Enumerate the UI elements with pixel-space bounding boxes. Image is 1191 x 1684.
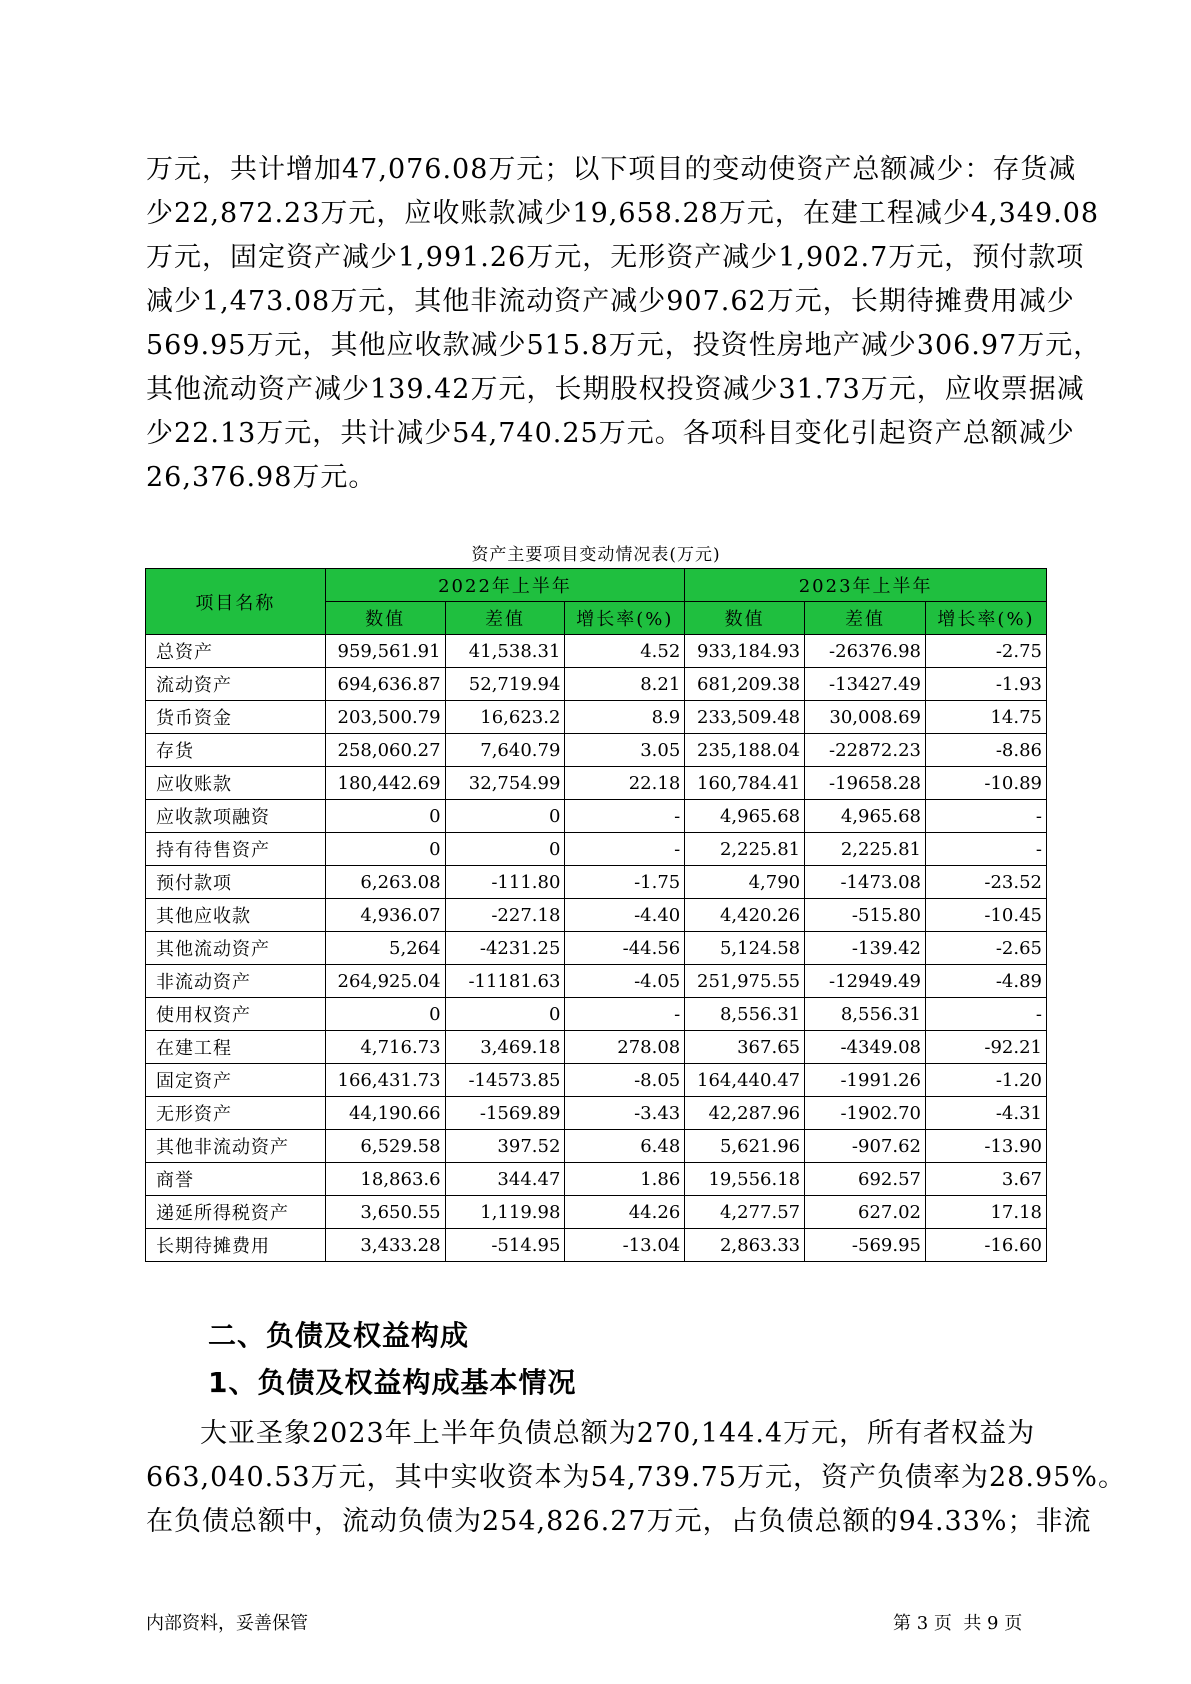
table-cell: 5,264 xyxy=(325,932,445,965)
table-cell: -2.75 xyxy=(926,635,1047,668)
table-cell: 14.75 xyxy=(926,701,1047,734)
table-row xyxy=(146,1196,1047,1229)
table-cell: 1,119.98 xyxy=(445,1196,565,1229)
table-cell: 180,442.69 xyxy=(325,767,445,800)
table-cell: 8,556.31 xyxy=(685,998,805,1031)
table-cell: - xyxy=(565,800,685,833)
table-cell: -1473.08 xyxy=(805,866,926,899)
table-cell: 694,636.87 xyxy=(325,668,445,701)
table-cell: 8,556.31 xyxy=(805,998,926,1031)
text-line: 减少1,473.08万元，其他非流动资产减少907.62万元，长期待摊费用减少 xyxy=(146,286,1075,317)
value-header: 数值 xyxy=(685,602,805,635)
table-cell: -19658.28 xyxy=(805,767,926,800)
table-cell: 0 xyxy=(325,800,445,833)
table-cell: -92.21 xyxy=(926,1031,1047,1064)
table-cell: 5,124.58 xyxy=(685,932,805,965)
table-cell: 235,188.04 xyxy=(685,734,805,767)
row-label: 应收款项融资 xyxy=(146,800,326,833)
row-label: 货币资金 xyxy=(146,701,326,734)
period-2023-header: 2023年上半年 xyxy=(685,569,1047,602)
text-line: 少22,872.23万元，应收账款减少19,658.28万元，在建工程减少4,349.08 xyxy=(146,198,1100,229)
table-cell: 264,925.04 xyxy=(325,965,445,998)
table-cell: 0 xyxy=(445,833,565,866)
table-cell: -1902.70 xyxy=(805,1097,926,1130)
row-label: 在建工程 xyxy=(146,1031,326,1064)
table-cell: -10.89 xyxy=(926,767,1047,800)
text-line: 569.95万元，其他应收款减少515.8万元，投资性房地产减少306.97万元， xyxy=(146,330,1102,361)
table-cell: -3.43 xyxy=(565,1097,685,1130)
table-cell: 681,209.38 xyxy=(685,668,805,701)
table-row xyxy=(146,635,1047,668)
row-label: 无形资产 xyxy=(146,1097,326,1130)
table-body xyxy=(146,635,1047,1262)
table-row xyxy=(146,932,1047,965)
table-row xyxy=(146,734,1047,767)
table-row xyxy=(146,800,1047,833)
table-cell: 30,008.69 xyxy=(805,701,926,734)
table-cell: 4,965.68 xyxy=(805,800,926,833)
table-cell: 4,716.73 xyxy=(325,1031,445,1064)
table-row xyxy=(146,1130,1047,1163)
table-cell: 8.9 xyxy=(565,701,685,734)
asset-changes-table xyxy=(145,568,1047,1262)
text-line: 663,040.53万元，其中实收资本为54,739.75万元，资产负债率为28.95%。 xyxy=(146,1462,1126,1493)
table-cell: -1991.26 xyxy=(805,1064,926,1097)
table-cell: 4,965.68 xyxy=(685,800,805,833)
table-cell: 2,225.81 xyxy=(685,833,805,866)
table-cell: 19,556.18 xyxy=(685,1163,805,1196)
table-cell: 0 xyxy=(325,833,445,866)
table-cell: -44.56 xyxy=(565,932,685,965)
text-line: 在负债总额中，流动负债为254,826.27万元，占负债总额的94.33%；非流 xyxy=(146,1506,1092,1537)
table-cell: 0 xyxy=(445,998,565,1031)
table-cell: -11181.63 xyxy=(445,965,565,998)
table-cell: 8.21 xyxy=(565,668,685,701)
table-cell: - xyxy=(926,833,1047,866)
table-row xyxy=(146,1097,1047,1130)
table-cell: -22872.23 xyxy=(805,734,926,767)
table-cell: -4.89 xyxy=(926,965,1047,998)
table-cell: - xyxy=(565,998,685,1031)
table-cell: 233,509.48 xyxy=(685,701,805,734)
table-cell: 203,500.79 xyxy=(325,701,445,734)
row-label: 预付款项 xyxy=(146,866,326,899)
table-cell: 3.67 xyxy=(926,1163,1047,1196)
table-cell: 627.02 xyxy=(805,1196,926,1229)
table-cell: 17.18 xyxy=(926,1196,1047,1229)
table-cell: 3,650.55 xyxy=(325,1196,445,1229)
table-row xyxy=(146,1163,1047,1196)
row-label: 其他非流动资产 xyxy=(146,1130,326,1163)
table-cell: -1.93 xyxy=(926,668,1047,701)
row-label: 非流动资产 xyxy=(146,965,326,998)
table-cell: 16,623.2 xyxy=(445,701,565,734)
row-label: 商誉 xyxy=(146,1163,326,1196)
table-cell: -13427.49 xyxy=(805,668,926,701)
footer-page-number: 第 3 页 共 9 页 xyxy=(893,1613,1023,1634)
difference-header: 差值 xyxy=(805,602,926,635)
row-label: 固定资产 xyxy=(146,1064,326,1097)
table-cell: - xyxy=(926,800,1047,833)
table-cell: 4.52 xyxy=(565,635,685,668)
table-cell: -10.45 xyxy=(926,899,1047,932)
section-heading: 二、负债及权益构成 xyxy=(208,1319,470,1352)
table-cell: 4,277.57 xyxy=(685,1196,805,1229)
paragraph-liabilities xyxy=(146,1412,1126,1544)
table-cell: -13.90 xyxy=(926,1130,1047,1163)
text-line: 万元，共计增加47,076.08万元；以下项目的变动使资产总额减少：存货减 xyxy=(146,154,1077,185)
table-cell: -4231.25 xyxy=(445,932,565,965)
table-cell: 4,936.07 xyxy=(325,899,445,932)
row-label: 持有待售资产 xyxy=(146,833,326,866)
text-line: 万元，固定资产减少1,991.26万元，无形资产减少1,902.7万元，预付款项 xyxy=(146,242,1085,273)
table-cell: 0 xyxy=(445,800,565,833)
table-cell: 3,433.28 xyxy=(325,1229,445,1262)
table-caption: 资产主要项目变动情况表(万元) xyxy=(471,545,721,565)
table-row xyxy=(146,1229,1047,1262)
table-cell: -4349.08 xyxy=(805,1031,926,1064)
table-cell: 41,538.31 xyxy=(445,635,565,668)
table-row xyxy=(146,998,1047,1031)
table-cell: 344.47 xyxy=(445,1163,565,1196)
table-cell: -1.75 xyxy=(565,866,685,899)
table-cell: -12949.49 xyxy=(805,965,926,998)
table-cell: -13.04 xyxy=(565,1229,685,1262)
table-cell: 4,420.26 xyxy=(685,899,805,932)
table-cell: 7,640.79 xyxy=(445,734,565,767)
table-cell: -8.86 xyxy=(926,734,1047,767)
table-cell: 160,784.41 xyxy=(685,767,805,800)
table-cell: 44,190.66 xyxy=(325,1097,445,1130)
table-cell: - xyxy=(926,998,1047,1031)
table-cell: 164,440.47 xyxy=(685,1064,805,1097)
table-row xyxy=(146,767,1047,800)
table-cell: 397.52 xyxy=(445,1130,565,1163)
table-cell: -8.05 xyxy=(565,1064,685,1097)
table-row xyxy=(146,701,1047,734)
item-name-header: 项目名称 xyxy=(146,569,326,635)
paragraph-asset-changes xyxy=(146,148,1102,500)
table-cell: 4,790 xyxy=(685,866,805,899)
table-cell: -139.42 xyxy=(805,932,926,965)
table-cell: -2.65 xyxy=(926,932,1047,965)
table-cell: 933,184.93 xyxy=(685,635,805,668)
text-line: 26,376.98万元。 xyxy=(146,462,377,493)
table-row xyxy=(146,965,1047,998)
table-row xyxy=(146,1064,1047,1097)
footer-confidential-note: 内部资料，妥善保管 xyxy=(146,1613,308,1634)
table-cell: 0 xyxy=(325,998,445,1031)
row-label: 应收账款 xyxy=(146,767,326,800)
table-cell: -1569.89 xyxy=(445,1097,565,1130)
table-cell: 258,060.27 xyxy=(325,734,445,767)
row-label: 流动资产 xyxy=(146,668,326,701)
row-label: 存货 xyxy=(146,734,326,767)
table-cell: -515.80 xyxy=(805,899,926,932)
row-label: 递延所得税资产 xyxy=(146,1196,326,1229)
table-cell: 32,754.99 xyxy=(445,767,565,800)
table-cell: -1.20 xyxy=(926,1064,1047,1097)
table-cell: 22.18 xyxy=(565,767,685,800)
table-row xyxy=(146,1031,1047,1064)
table-cell: 52,719.94 xyxy=(445,668,565,701)
text-line: 少22.13万元，共计减少54,740.25万元。各项科目变化引起资产总额减少 xyxy=(146,418,1075,449)
text-line: 其他流动资产减少139.42万元，长期股权投资减少31.73万元，应收票据减 xyxy=(146,374,1085,405)
table-cell: -26376.98 xyxy=(805,635,926,668)
table-cell: 6.48 xyxy=(565,1130,685,1163)
table-cell: 367.65 xyxy=(685,1031,805,1064)
table-cell: -16.60 xyxy=(926,1229,1047,1262)
table-cell: 18,863.6 xyxy=(325,1163,445,1196)
table-cell: 42,287.96 xyxy=(685,1097,805,1130)
table-cell: -569.95 xyxy=(805,1229,926,1262)
table-cell: 6,263.08 xyxy=(325,866,445,899)
row-label: 总资产 xyxy=(146,635,326,668)
table-cell: 251,975.55 xyxy=(685,965,805,998)
row-label: 其他流动资产 xyxy=(146,932,326,965)
table-cell: 5,621.96 xyxy=(685,1130,805,1163)
table-cell: 1.86 xyxy=(565,1163,685,1196)
table-cell: - xyxy=(565,833,685,866)
row-label: 其他应收款 xyxy=(146,899,326,932)
table-cell: -111.80 xyxy=(445,866,565,899)
table-row xyxy=(146,833,1047,866)
table-cell: 166,431.73 xyxy=(325,1064,445,1097)
difference-header: 差值 xyxy=(445,602,565,635)
table-row xyxy=(146,668,1047,701)
table-cell: 2,225.81 xyxy=(805,833,926,866)
table-cell: -4.31 xyxy=(926,1097,1047,1130)
table-cell: -907.62 xyxy=(805,1130,926,1163)
table-cell: 3.05 xyxy=(565,734,685,767)
row-label: 使用权资产 xyxy=(146,998,326,1031)
table-cell: -14573.85 xyxy=(445,1064,565,1097)
table-cell: -514.95 xyxy=(445,1229,565,1262)
table-cell: 2,863.33 xyxy=(685,1229,805,1262)
period-2022-header: 2022年上半年 xyxy=(325,569,685,602)
table-cell: -227.18 xyxy=(445,899,565,932)
value-header: 数值 xyxy=(325,602,445,635)
table-cell: 959,561.91 xyxy=(325,635,445,668)
table-cell: -4.40 xyxy=(565,899,685,932)
table-cell: 6,529.58 xyxy=(325,1130,445,1163)
text-line: 大亚圣象2023年上半年负债总额为270,144.4万元，所有者权益为 xyxy=(200,1418,1036,1449)
growth-rate-header: 增长率(%) xyxy=(926,602,1047,635)
table-cell: 692.57 xyxy=(805,1163,926,1196)
row-label: 长期待摊费用 xyxy=(146,1229,326,1262)
table-header-row xyxy=(146,569,1047,602)
table-cell: 3,469.18 xyxy=(445,1031,565,1064)
table-cell: -23.52 xyxy=(926,866,1047,899)
table-cell: 278.08 xyxy=(565,1031,685,1064)
table-row xyxy=(146,866,1047,899)
growth-rate-header: 增长率(%) xyxy=(565,602,685,635)
table-cell: 44.26 xyxy=(565,1196,685,1229)
table-cell: -4.05 xyxy=(565,965,685,998)
table-row xyxy=(146,899,1047,932)
subsection-heading: 1、负债及权益构成基本情况 xyxy=(208,1366,577,1399)
